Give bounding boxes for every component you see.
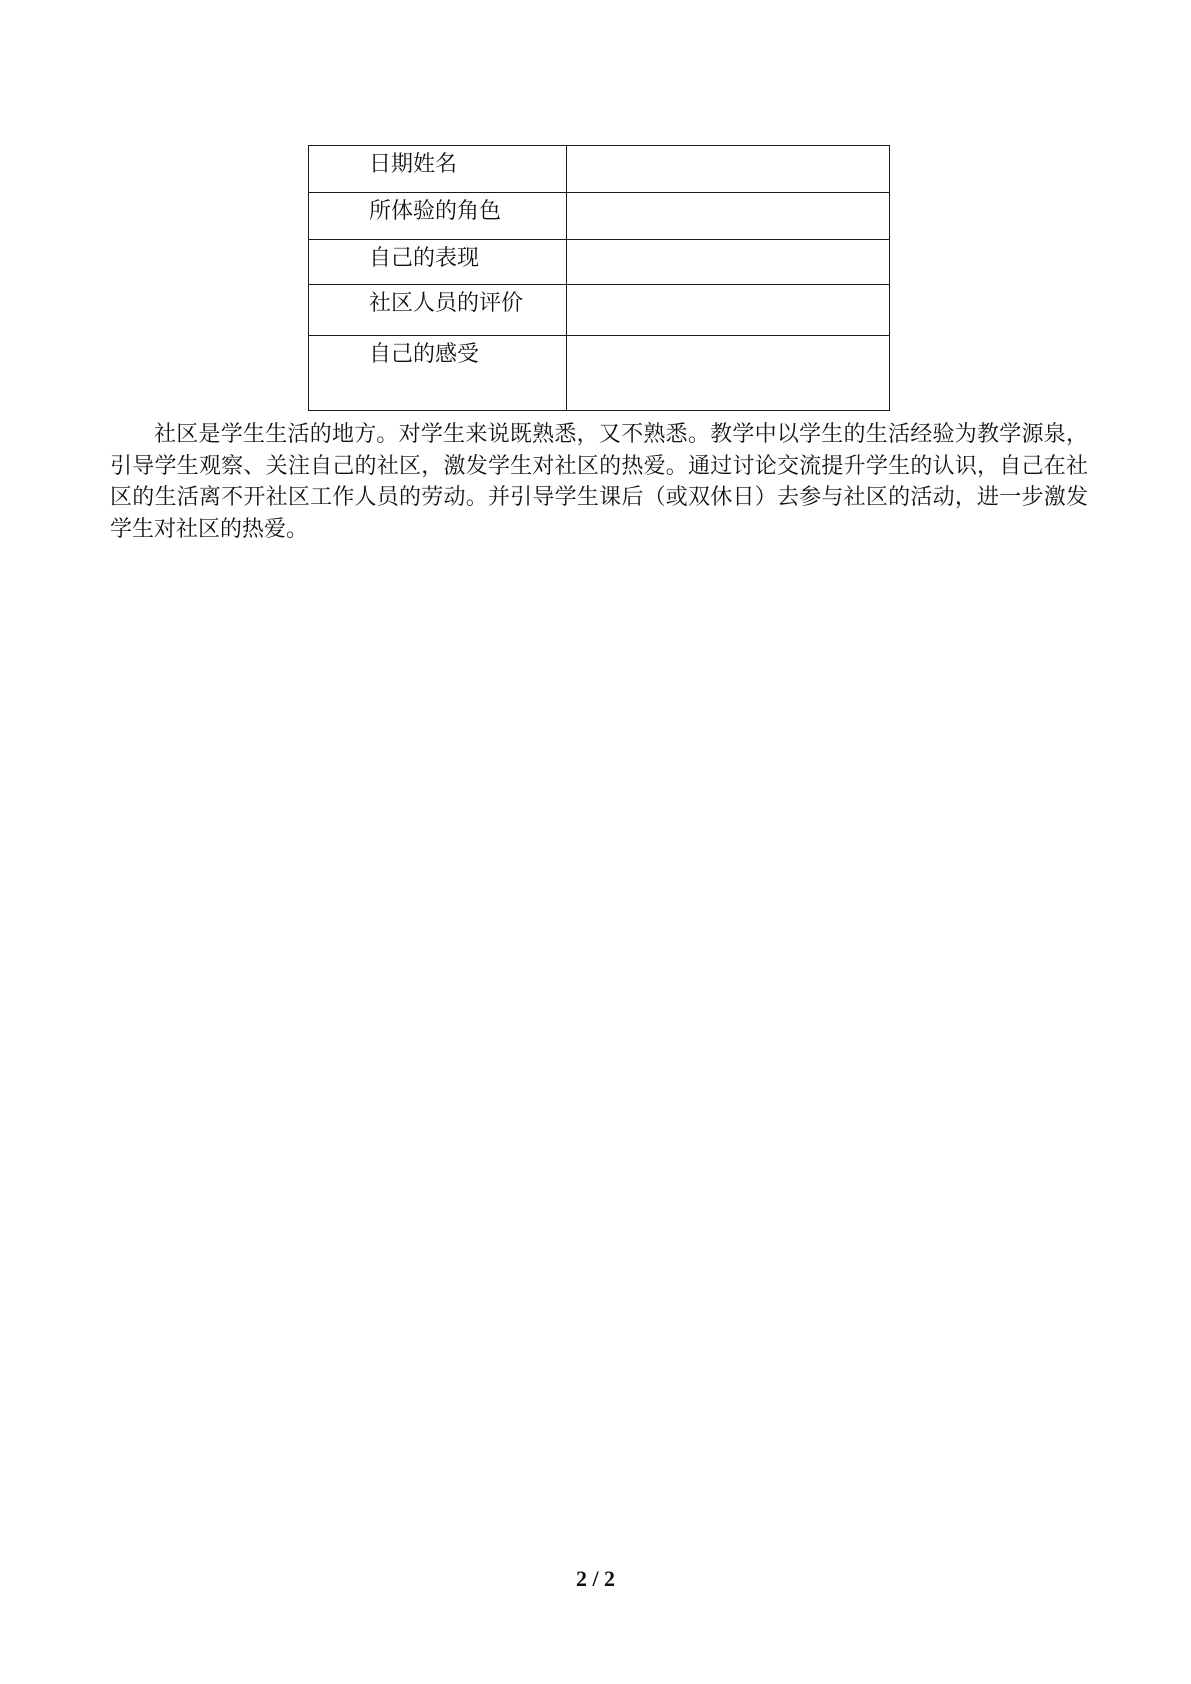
table-row — [309, 193, 890, 240]
row-value-community-evaluation — [567, 285, 890, 336]
table-row — [309, 336, 890, 411]
row-value-performance — [567, 240, 890, 285]
row-label-role: 所体验的角色 — [309, 193, 567, 240]
body-paragraph: 社区是学生生活的地方。对学生来说既熟悉，又不熟悉。教学中以学生的生活经验为教学源泉，引导学生观察、关注自己的社区，激发学生对社区的热爱。通过讨论交流提升学生的认识，自己在社区的生活离不开社区工作人员的劳动。并引导学生课后（或双休日）去参与社区的活动，进一步激发学生对社区的热爱。 — [110, 422, 1088, 542]
row-label-performance: 自己的表现 — [309, 240, 567, 285]
row-label-community-evaluation: 社区人员的评价 — [309, 285, 567, 336]
row-label-date-name: 日期姓名 — [309, 146, 567, 193]
table-row — [309, 146, 890, 193]
row-value-date-name — [567, 146, 890, 193]
experience-record-table — [308, 145, 890, 411]
row-value-role — [567, 193, 890, 240]
row-value-feelings — [567, 336, 890, 411]
row-label-feelings: 自己的感受 — [309, 336, 567, 411]
page-number: 2 / 2 — [575, 1566, 616, 1591]
table-row — [309, 240, 890, 285]
table-row — [309, 285, 890, 336]
